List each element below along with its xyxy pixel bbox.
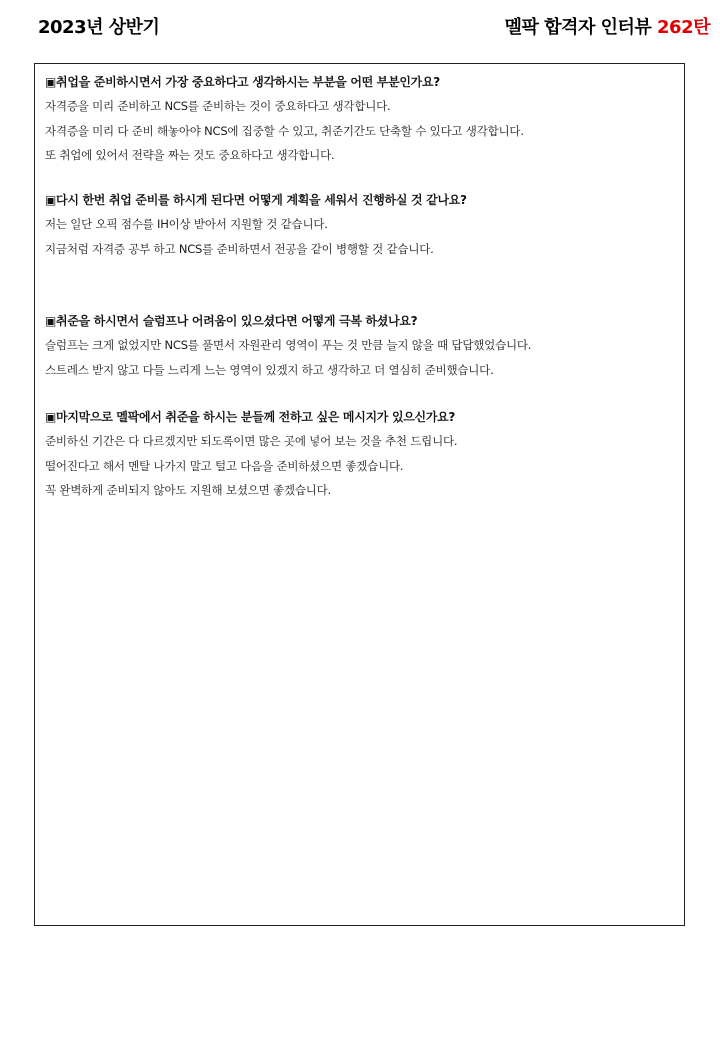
answer-line: 슬럼프는 크게 없었지만 NCS를 풀면서 자원관리 영역이 푸는 것 만큼 늘지 않을 때 답답했었습니다.: [45, 338, 532, 352]
question-2: ▣다시 한번 취업 준비를 하시게 된다면 어떻게 계획을 세워서 진행하실 것 같나요?: [45, 193, 467, 207]
series-prefix: 멜팍 합격자 인터뷰: [504, 17, 658, 38]
answer-line: 지금처럼 자격증 공부 하고 NCS를 준비하면서 전공을 같이 병행할 것 같습니다.: [45, 241, 434, 256]
answer-line: 자격증을 미리 다 준비 해놓아야 NCS에 집중할 수 있고, 취준기간도 단축할 수 있다고 생각합니다.: [45, 123, 524, 138]
qa-section-3: [45, 309, 675, 382]
answer-line: 스트레스 받지 않고 다들 느리게 느는 영역이 있겠지 하고 생각하고 더 열심히 준비했습니다.: [45, 362, 494, 377]
answer-line: 저는 일단 오픽 점수를 IH이상 받아서 지원할 것 같습니다.: [45, 217, 328, 231]
question-4: ▣마지막으로 멜팍에서 취준을 하시는 분들께 전하고 싶은 메시지가 있으신가요?: [45, 410, 456, 424]
question-3: ▣취준을 하시면서 슬럼프나 어려움이 있으셨다면 어떻게 극복 하셨나요?: [45, 314, 418, 328]
series-number: 262탄: [657, 17, 710, 38]
answer-line: 떨어진다고 해서 멘탈 나가지 말고 털고 다음을 준비하셨으면 좋겠습니다.: [45, 458, 404, 473]
period-title: 2023년 상반기: [38, 17, 160, 38]
answer-line: 꼭 완벽하게 준비되지 않아도 지원해 보셨으면 좋겠습니다.: [45, 483, 332, 497]
answer-line: 또 취업에 있어서 전략을 짜는 것도 중요하다고 생각합니다.: [45, 148, 335, 162]
qa-section-2: [45, 188, 675, 261]
answer-line: 자격증을 미리 준비하고 NCS를 준비하는 것이 중요하다고 생각합니다.: [45, 99, 391, 113]
qa-section-1: [45, 70, 675, 168]
interview-box: [34, 63, 685, 926]
qa-section-4: [45, 405, 675, 503]
series-title: [505, 13, 710, 39]
question-1: ▣취업을 준비하시면서 가장 중요하다고 생각하시는 부분을 어떤 부분인가요?: [45, 75, 440, 89]
answer-line: 준비하신 기간은 다 다르겠지만 되도록이면 많은 곳에 넣어 보는 것을 추천 드립니다.: [45, 434, 458, 448]
